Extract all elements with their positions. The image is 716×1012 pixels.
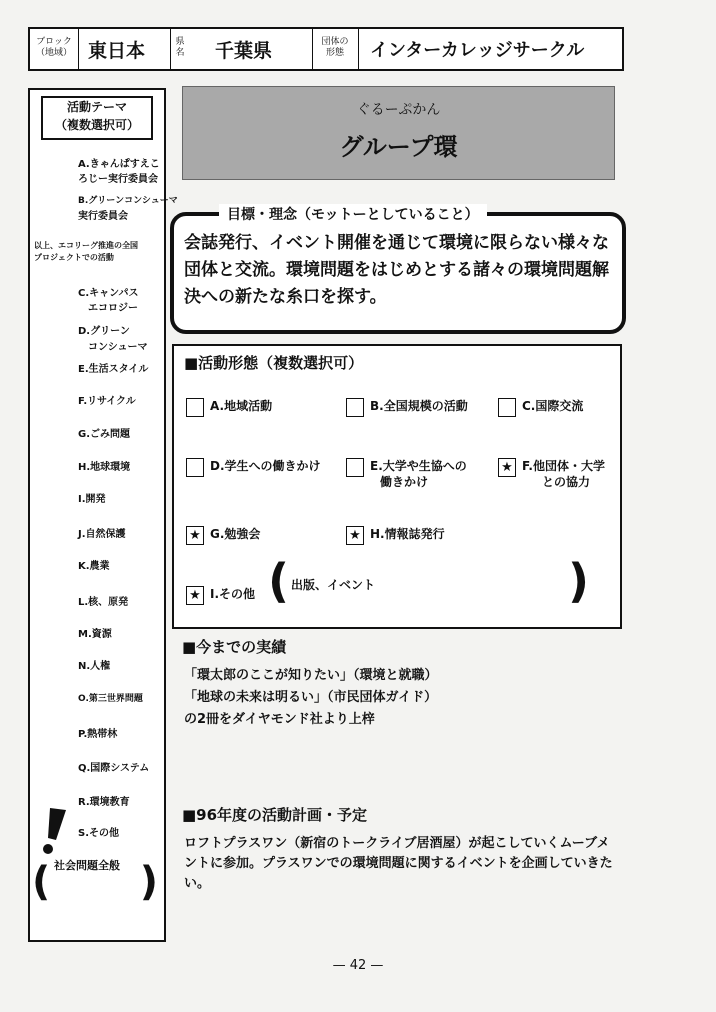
theme-item: エコロジー <box>88 303 138 314</box>
theme-item: F.リサイクル <box>78 396 136 407</box>
option-label: C.国際交流 <box>522 399 584 413</box>
activity-option-f[interactable] <box>498 458 605 490</box>
paren-left-icon: ( <box>32 859 51 905</box>
checkbox[interactable] <box>346 398 364 417</box>
option-label: A.地域活動 <box>210 399 273 413</box>
activity-option-d[interactable] <box>186 458 321 477</box>
checkbox[interactable] <box>498 398 516 417</box>
prefecture-label-line2: 名 <box>175 48 185 58</box>
block-label-line2: （地域） <box>35 48 72 58</box>
org-type-label-line1: 団体の <box>321 37 349 47</box>
activity-option-b[interactable] <box>346 398 468 417</box>
header-bar <box>28 27 624 71</box>
theme-sidebar <box>28 88 178 942</box>
theme-item: O.第三世界問題 <box>78 694 143 704</box>
block-label-line1: ブロック <box>36 37 72 47</box>
group-title-banner <box>182 86 615 180</box>
prefecture-label-line1: 県 <box>175 37 185 47</box>
activity-form-box <box>172 344 622 629</box>
activity-option-c[interactable] <box>498 398 583 417</box>
option-label-line2: との協力 <box>542 475 591 489</box>
option-label <box>370 458 467 490</box>
group-furigana: ぐるーぷかん <box>356 102 441 118</box>
theme-item: K.農業 <box>78 561 110 572</box>
plan-text: ロフトプラスワン（新宿のトークライブ居酒屋）が起こしていくムーブメントに参加。プラスワンでの環境問題に関するイベントを企画していきたい。 <box>184 836 613 891</box>
theme-item: ろじー実行委員会 <box>78 174 158 185</box>
theme-note: プロジェクトでの活動 <box>34 253 114 262</box>
option-label: B.全国規模の活動 <box>370 399 468 413</box>
theme-item: D.グリーン <box>78 326 130 337</box>
header-divider <box>170 29 171 69</box>
prefecture-label <box>172 37 188 59</box>
theme-item: G.ごみ問題 <box>78 429 131 440</box>
checkbox[interactable]: ★ <box>498 458 516 477</box>
paren-right-icon: ) <box>139 859 158 905</box>
option-label-line2: 働きかけ <box>380 475 429 489</box>
header-divider <box>358 29 359 69</box>
block-label <box>34 37 74 59</box>
block-value: 東日本 <box>88 40 146 62</box>
option-label: D.学生への働きかけ <box>210 459 321 473</box>
theme-title-box <box>41 96 153 140</box>
checkbox[interactable]: ★ <box>346 526 364 545</box>
theme-item: L.核、原発 <box>78 597 129 608</box>
theme-item: 実行委員会 <box>78 211 128 222</box>
paren-left-icon: ( <box>268 554 290 608</box>
theme-item: N.人権 <box>78 661 111 672</box>
group-name: グループ環 <box>339 132 458 161</box>
checkbox[interactable]: ★ <box>186 586 204 605</box>
social-issues-bracket <box>30 850 162 920</box>
theme-item: R.環境教育 <box>78 797 130 808</box>
achievement-line: の2冊をダイヤモンド社より上梓 <box>184 712 375 727</box>
option-label-line1: E.大学や生協への <box>370 459 467 473</box>
theme-item: S.その他 <box>78 828 120 839</box>
option-label: G.勉強会 <box>210 527 261 541</box>
activity-title: ■活動形態（複数選択可） <box>184 354 364 372</box>
theme-item: A.きゃんぱすえこ <box>78 159 160 170</box>
checkbox[interactable] <box>186 458 204 477</box>
theme-note: 以上、エコリーグ推進の全国 <box>34 241 138 250</box>
activity-option-a[interactable] <box>186 398 272 417</box>
option-label-line1: F.他団体・大学 <box>522 459 605 473</box>
org-type-label <box>314 37 356 59</box>
goal-text: 会誌発行、イベント開催を通じて環境に限らない様々な団体と交流。環境問題をはじめとする諸々の環境問題解決への新たな糸口を探す。 <box>184 233 609 307</box>
checkbox[interactable]: ★ <box>186 526 204 545</box>
theme-item: M.資源 <box>78 629 112 640</box>
theme-item: J.自然保護 <box>78 529 126 540</box>
page-number: — 42 — <box>332 958 384 973</box>
achievements-title: ■今までの実績 <box>182 638 287 656</box>
theme-item: B.グリーンコンシューマ <box>78 196 178 206</box>
org-type-value: インターカレッジサークル <box>370 40 585 61</box>
theme-item: C.キャンパス <box>78 288 139 299</box>
theme-title: 活動テーマ <box>66 100 127 114</box>
checkbox[interactable] <box>186 398 204 417</box>
achievement-line: 「地球の未来は明るい」（市民団体ガイド） <box>184 690 438 705</box>
goal-box <box>170 207 626 334</box>
prefecture-value: 千葉県 <box>215 40 273 62</box>
checkbox[interactable] <box>346 458 364 477</box>
theme-item: H.地球環境 <box>78 462 131 473</box>
paren-right-icon: ) <box>568 554 590 608</box>
activity-option-g[interactable] <box>186 526 260 545</box>
theme-item: E.生活スタイル <box>78 364 149 375</box>
org-type-label-line2: 形態 <box>325 48 344 58</box>
theme-item: 社会問題全般 <box>54 859 120 872</box>
option-label <box>522 458 605 490</box>
theme-item: I.開発 <box>78 494 106 505</box>
activity-option-h[interactable] <box>346 526 445 545</box>
theme-item: Q.国際システム <box>78 763 150 774</box>
option-label: H.情報誌発行 <box>370 527 445 541</box>
header-divider <box>312 29 313 69</box>
activity-option-e[interactable] <box>346 458 467 490</box>
achievement-line: 「環太郎のここが知りたい」（環境と就職） <box>184 668 438 683</box>
plan-title: ■96年度の活動計画・予定 <box>182 806 368 824</box>
theme-subtitle: （複数選択可） <box>54 118 139 132</box>
header-divider <box>78 29 79 69</box>
goal-title: 目標・理念（モットーとしていること） <box>219 204 487 224</box>
theme-item: コンシューマ <box>88 342 148 353</box>
other-activity-text: 出版、イベント <box>291 578 376 592</box>
theme-item: P.熱帯林 <box>78 729 118 740</box>
activity-option-i[interactable] <box>186 586 255 605</box>
option-label: I.その他 <box>210 587 256 601</box>
